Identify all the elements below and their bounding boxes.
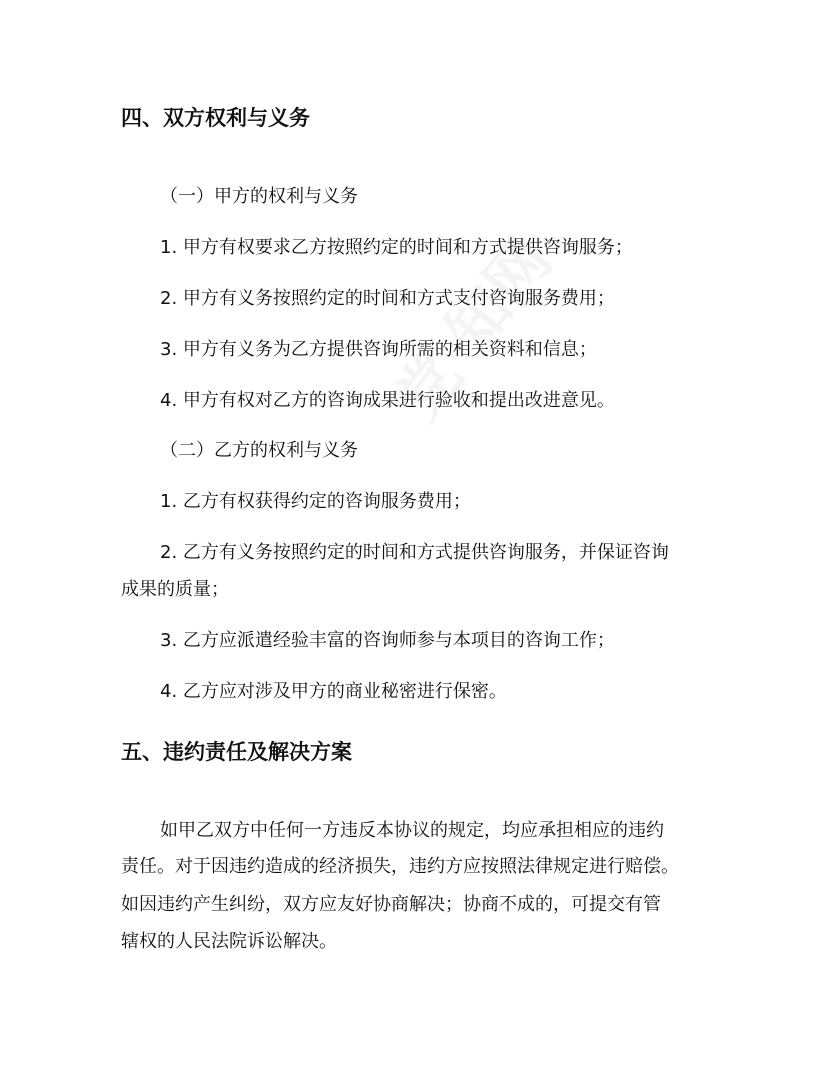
section-5-heading: 五、违约责任及解决方案 [121,740,352,764]
liability-line-1: 如甲乙双方中任何一方违反本协议的规定，均应承担相应的违约 [160,820,664,841]
party-b-item-2-continued: 成果的质量； [121,579,229,600]
party-a-item-4: 4. 甲方有权对乙方的咨询成果进行验收和提出改进意见。 [160,390,615,411]
party-b-item-3: 3. 乙方应派遣经验丰富的咨询师参与本项目的咨询工作； [160,630,615,651]
liability-line-2: 责任。对于因违约造成的经济损失，违约方应按照法律规定进行赔偿。 [121,856,679,877]
party-b-item-1: 1. 乙方有权获得约定的咨询服务费用； [160,491,471,512]
liability-line-4: 辖权的人民法院诉讼解决。 [121,931,337,952]
party-a-item-1: 1. 甲方有权要求乙方按照约定的时间和方式提供咨询服务； [160,237,633,258]
party-b-subheading: （二）乙方的权利与义务 [160,440,358,461]
party-a-item-3: 3. 甲方有义务为乙方提供咨询所需的相关资料和信息； [160,339,597,360]
liability-line-3: 如因违约产生纠纷，双方应友好协商解决；协商不成的，可提交有管 [121,894,661,915]
party-a-item-2: 2. 甲方有义务按照约定的时间和方式支付咨询服务费用； [160,288,615,309]
party-b-item-4: 4. 乙方应对涉及甲方的商业秘密进行保密。 [160,681,507,702]
party-a-subheading: （一）甲方的权利与义务 [160,186,358,207]
section-4-heading: 四、双方权利与义务 [121,106,310,130]
party-b-item-2: 2. 乙方有义务按照约定的时间和方式提供咨询服务，并保证咨询 [160,542,669,563]
